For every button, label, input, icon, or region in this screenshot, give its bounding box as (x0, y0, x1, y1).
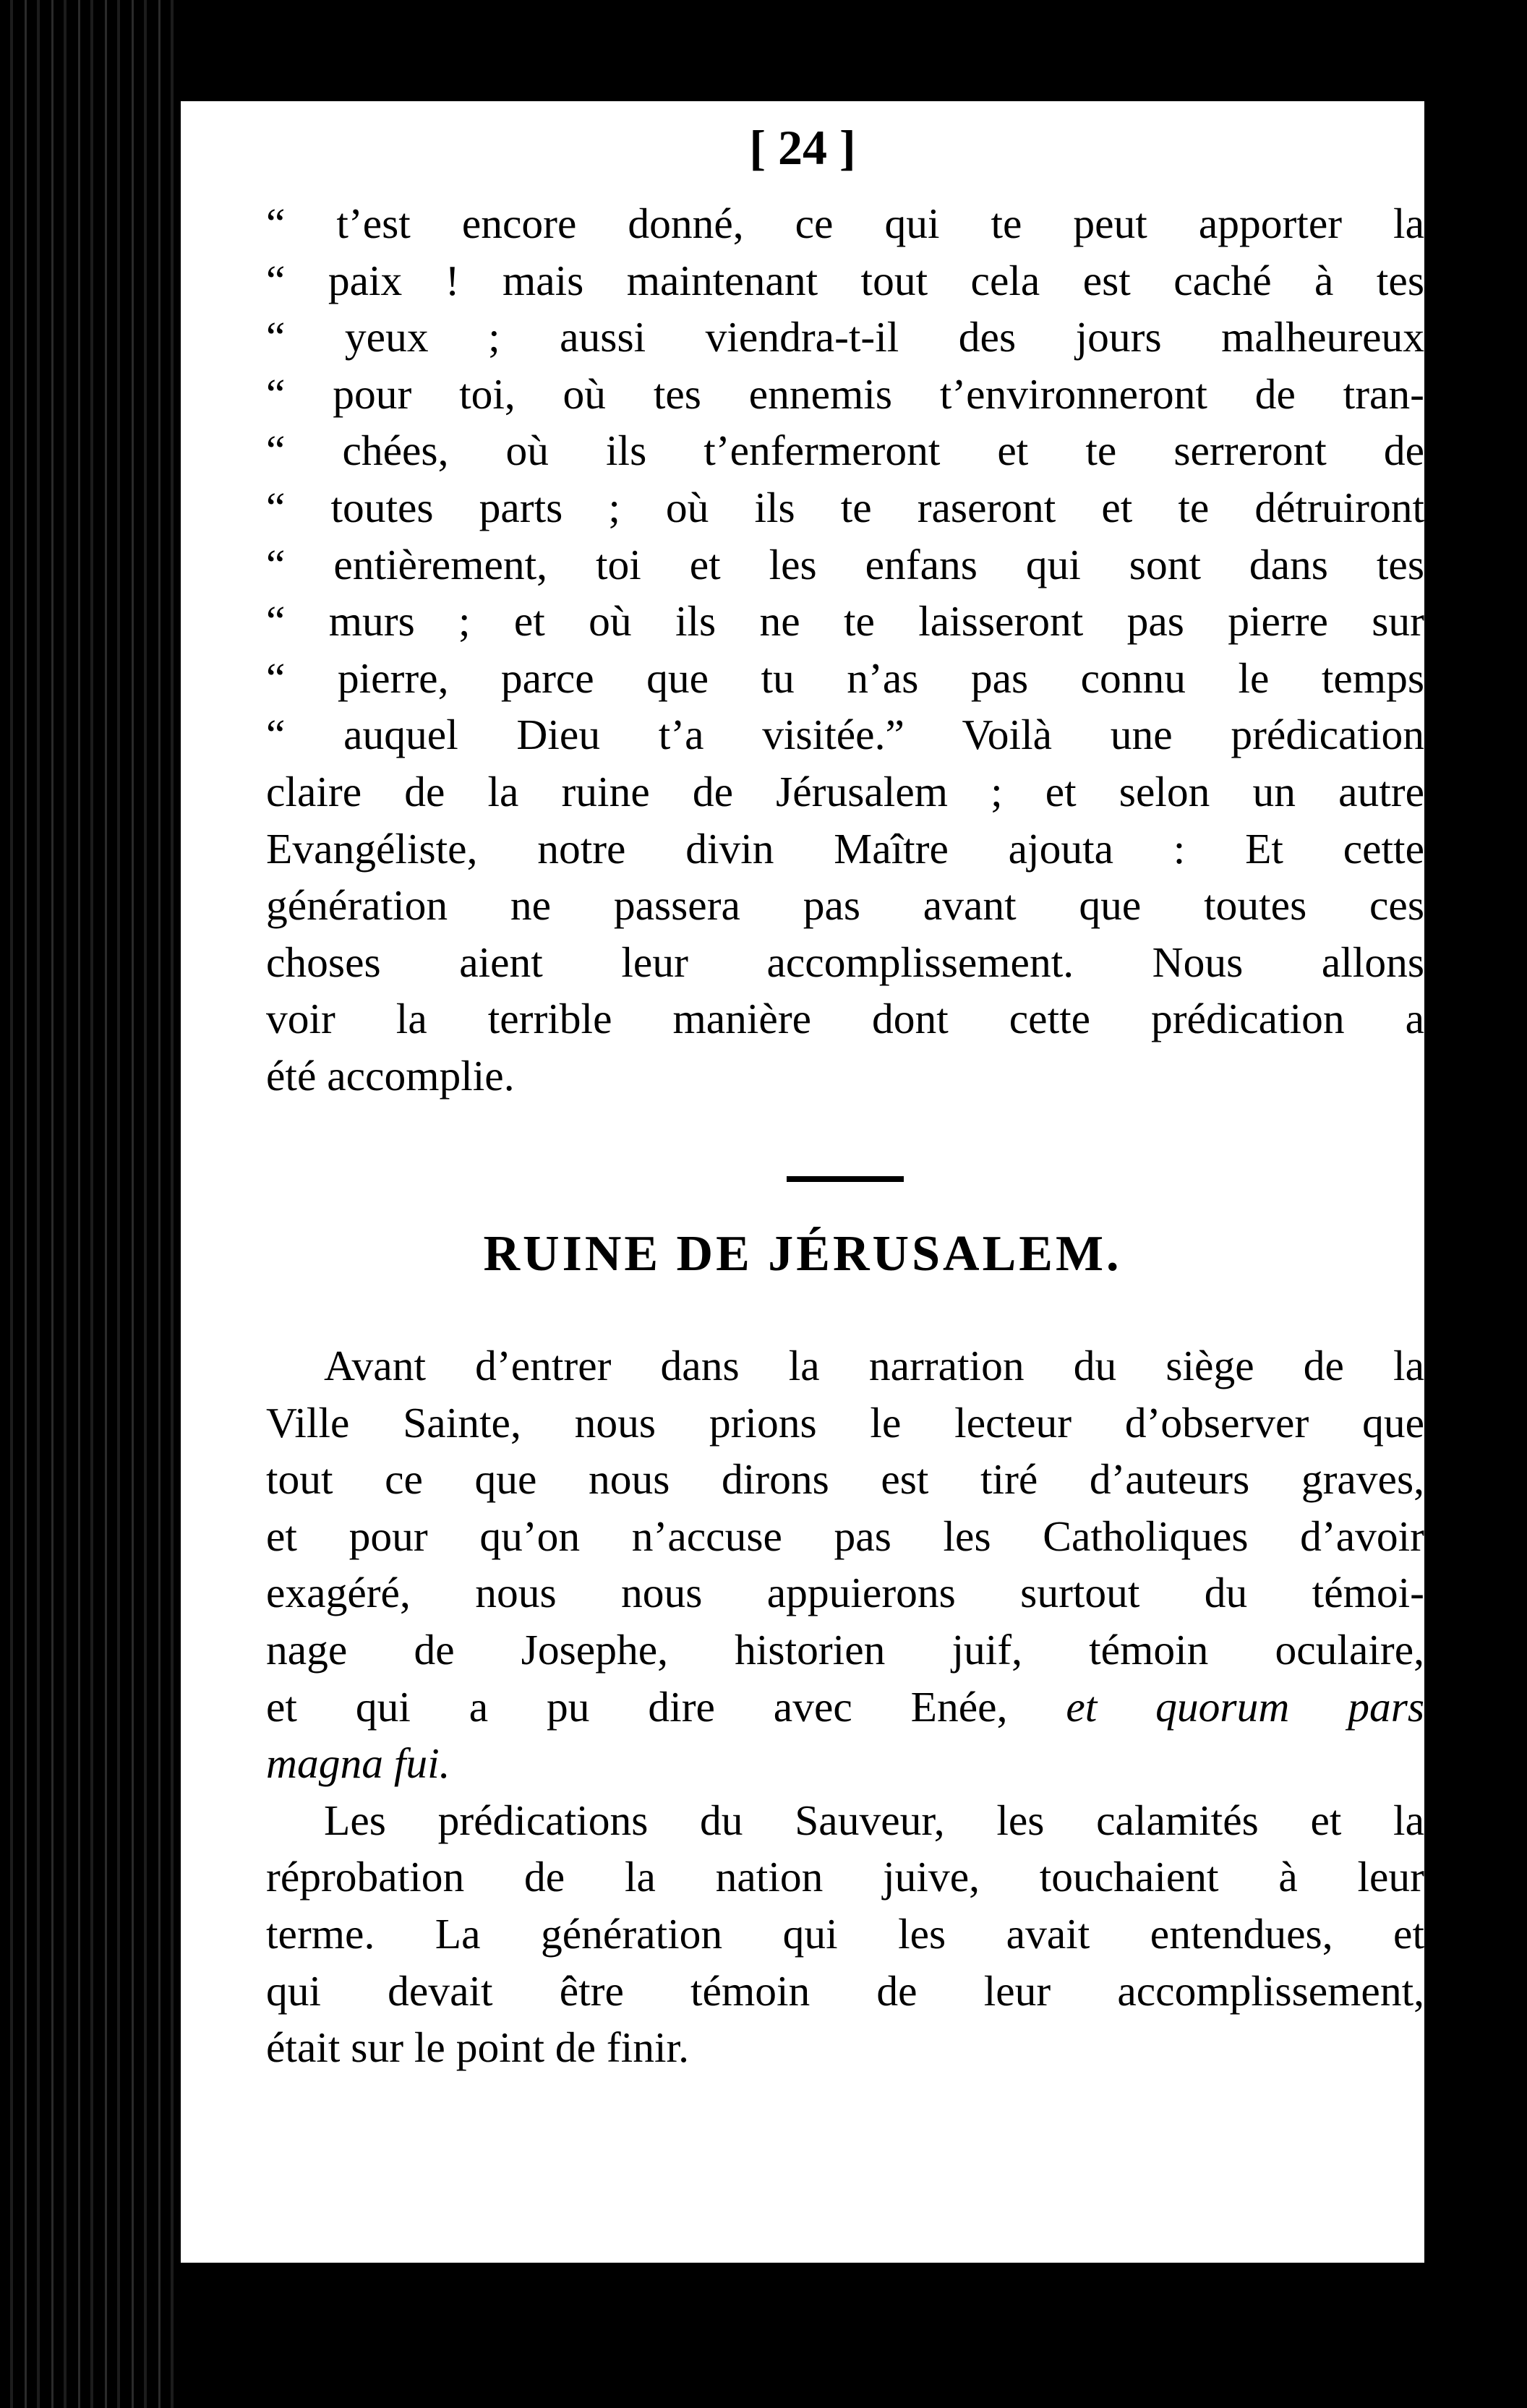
page-right-edge (1424, 0, 1527, 2408)
text-line: était sur le point de finir. (266, 2023, 689, 2072)
text-line: été accomplie. (266, 1051, 515, 1100)
text-line (266, 1679, 1424, 1736)
text-line: terme. La génération qui les avait entendues, et (266, 1909, 1424, 1958)
text-line: tout ce que nous dirons est tiré d’auteurs graves, (266, 1455, 1424, 1504)
text-line: “ yeux ; aussi viendra-t-il des jours malheureux (266, 313, 1424, 361)
text-line-roman: et qui a pu dire avec Enée, (266, 1682, 1008, 1731)
text-line: “ paix ! mais maintenant tout cela est caché à tes (266, 256, 1424, 304)
text-line: “ chées, où ils t’enfermeront et te serreront de (266, 427, 1424, 475)
text-line: Avant d’entrer dans la narration du siège de la (324, 1342, 1424, 1389)
text-line: qui devait être témoin de leur accomplissement, (266, 1966, 1424, 2015)
text-line: exagéré, nous nous appuierons surtout du témoi- (266, 1569, 1424, 1617)
text-line: “ auquel Dieu t’a visitée.” Voilà une prédication (266, 711, 1424, 759)
text-line: réprobation de la nation juive, touchaient à leur (266, 1853, 1424, 1901)
text-line: Ville Sainte, nous prions le lecteur d’observer que (266, 1398, 1424, 1447)
text-line: et pour qu’on n’accuse pas les Catholiques d’avoir (266, 1512, 1424, 1560)
text-line: “ t’est encore donné, ce qui te peut apporter la (266, 200, 1424, 247)
text-line: Evangéliste, notre divin Maître ajouta : Et cette (266, 824, 1424, 873)
section-divider (787, 1176, 904, 1182)
text-line: génération ne passera pas avant que toutes ces (266, 881, 1424, 930)
quotation-paragraph (266, 195, 1424, 1105)
page-number: [ 24 ] (749, 120, 856, 175)
text-line: “ pour toi, où tes ennemis t’environneront de tran- (266, 369, 1424, 418)
narration-paragraph (266, 1337, 1424, 2076)
text-line: “ pierre, parce que tu n’as pas connu le temps (266, 654, 1424, 702)
section-heading: RUINE DE JÉRUSALEM. (483, 1226, 1122, 1282)
text-line (266, 1735, 1424, 1792)
text-line: Les prédications du Sauveur, les calamités et la (324, 1796, 1424, 1844)
text-line: “ murs ; et où ils ne te laisseront pas pierre sur (266, 597, 1424, 646)
latin-quote-end: magna fui. (266, 1739, 450, 1788)
book-gutter (0, 0, 181, 2408)
text-line: “ entièrement, toi et les enfans qui sont dans tes (266, 540, 1424, 588)
text-line: claire de la ruine de Jérusalem ; et selon un autre (266, 767, 1424, 815)
text-line: choses aient leur accomplissement. Nous allons (266, 938, 1424, 986)
text-line: nage de Josephe, historien juif, témoin oculaire, (266, 1625, 1424, 1674)
book-page (181, 101, 1424, 2263)
text-line: voir la terrible manière dont cette prédication a (266, 995, 1424, 1043)
text-line: “ toutes parts ; où ils te raseront et te détruiront (266, 483, 1424, 531)
latin-quote: et quorum pars (1066, 1682, 1425, 1731)
